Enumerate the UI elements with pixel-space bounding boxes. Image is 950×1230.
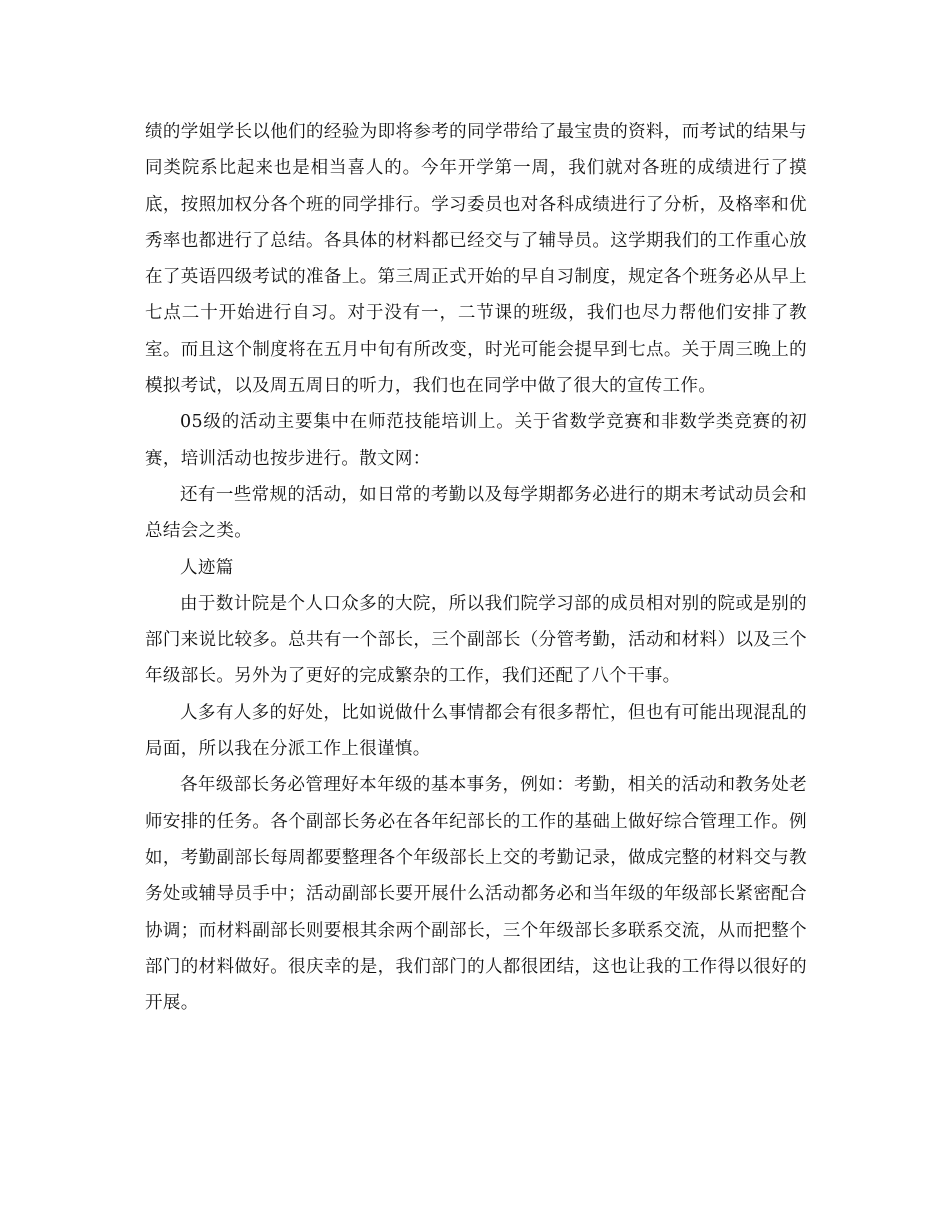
paragraph-05-activities: 05级的活动主要集中在师范技能培训上。关于省数学竞赛和非数学类竞赛的初赛，培训活动也按步进行。散文网： — [145, 412, 807, 469]
paragraph-routine-activities: 还有一些常规的活动，如日常的考勤以及每学期都务必进行的期末考试动员会和总结会之类。 — [145, 484, 807, 542]
section-heading-people: 人迹篇 — [180, 557, 234, 578]
paragraph-many-people: 人多有人多的好处，比如说做什么事情都会有很多帮忙，但也有可能出现混乱的局面，所以我在分派工作上很谨慎。 — [145, 702, 807, 760]
paragraph-management-duties: 各年级部长务必管理好本年级的基本事务，例如：考勤，相关的活动和教务处老师安排的任务。各个副部长务必在各年纪部长的工作的基础上做好综合管理工作。例如，考勤副部长每周都要整理各个年级部长上交的考勤记录，做成完整的材料交与教务处或辅导员手中；活动副部长要开展什么活动都务必和当年级的年级部长紧密配合协调；而材料副部长则要根其余两个副部长，三个年级部长多联系交流，从而把整个部门的材料做好。很庆幸的是，我们部门的人都很团结，这也让我的工作得以很好的开展。 — [145, 775, 807, 1014]
paragraph-department-members: 由于数计院是个人口众多的大院，所以我们院学习部的成员相对别的院或是别的部门来说比较多。总共有一个部长，三个副部长（分管考勤，活动和材料）以及三个年级部长。另外为了更好的完成繁杂的工作，我们还配了八个干事。 — [145, 593, 807, 687]
document-body — [145, 114, 807, 1021]
paragraph-study-results: 绩的学姐学长以他们的经验为即将参考的同学带给了最宝贵的资料，而考试的结果与同类院系比起来也是相当喜人的。今年开学第一周，我们就对各班的成绩进行了摸底，按照加权分各个班的同学排行。学习委员也对各科成绩进行了分析，及格率和优秀率也都进行了总结。各具体的材料都已经交与了辅导员。这学期我们的工作重心放在了英语四级考试的准备上。第三周正式开始的早自习制度，规定各个班务必从早上七点二十开始进行自习。对于没有一，二节课的班级，我们也尽力帮他们安排了教室。而且这个制度将在五月中旬有所改变，时光可能会提早到七点。关于周三晚上的模拟考试，以及周五周日的听力，我们也在同学中做了很大的宣传工作。 — [145, 122, 807, 397]
